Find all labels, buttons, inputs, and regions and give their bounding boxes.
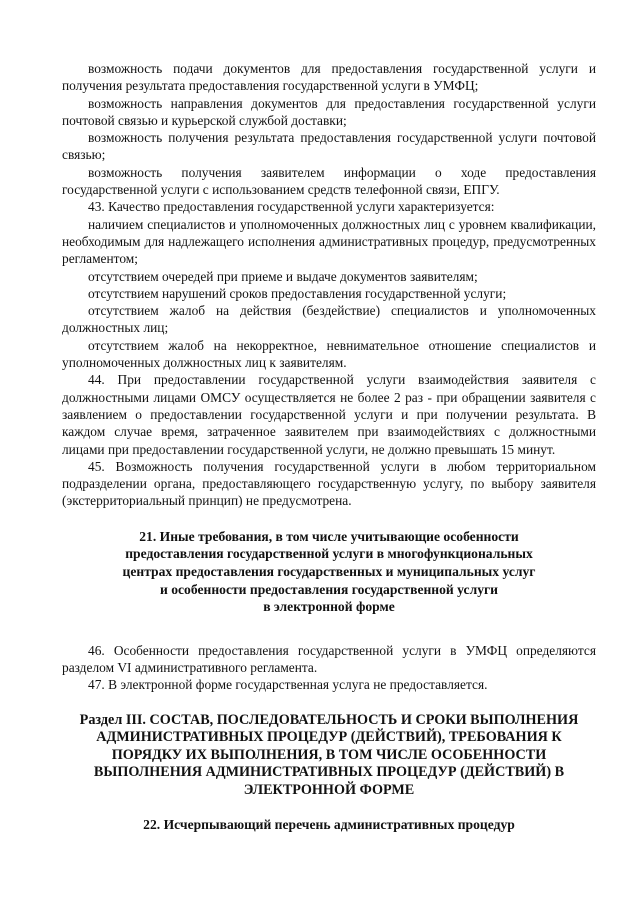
section-3-heading [62,712,596,800]
heading-line: ВЫПОЛНЕНИЯ АДМИНИСТРАТИВНЫХ ПРОЦЕДУР (ДЕЙСТВИЙ) В [93,764,565,781]
paragraph: 46. Особенности предоставления государственной услуги в УМФЦ определяются разделом VI административного регламента. [62,642,596,675]
paragraph: отсутствием жалоб на некорректное, невнимательное отношение специалистов и уполномоченных должностных лиц к заявителям. [62,337,596,371]
section-21-heading [62,528,596,616]
paragraph: наличием специалистов и уполномоченных должностных лиц с уровнем квалификации, необходимым для надлежащего исполнения административных процедур, предусмотренных регламентом; [62,216,596,267]
paragraph: 44. При предоставлении государственной услуги взаимодействия заявителя с должностными лицами ОМСУ осуществляется не более 2 раз - при обращении заявителя с заявлением о предоставлении государственной услуги и при получении результата. В каждом случае время, затраченное заявителем при взаимодействиях с должностными лицами при предоставлении государственной услуги, не должно превышать 15 минут. [62,372,596,457]
paragraph: возможность получения результата предоставления государственной услуги почтовой связью; [62,130,596,163]
paragraph: отсутствием нарушений сроков предоставления государственной услуги; [88,285,507,301]
heading-line: предоставления государственной услуги в многофункциональных [125,546,533,562]
paragraph: 43. Качество предоставления государственной услуги характеризуется: [88,199,495,215]
heading-line: и особенности предоставления государственной услуги [159,581,499,597]
heading-line: 21. Иные требования, в том числе учитывающие особенности [139,528,519,544]
heading-line: центрах предоставления государственных и муниципальных услуг [122,563,536,579]
heading-line: ПОРЯДКУ ИХ ВЫПОЛНЕНИЯ, В ТОМ ЧИСЛЕ ОСОБЕННОСТИ [111,746,547,763]
document-page [62,60,596,833]
paragraph: возможность направления документов для предоставления государственной услуги почтовой связью и курьерской службой доставки; [62,95,596,128]
heading-line: в электронной форме [263,599,395,615]
heading-line: АДМИНИСТРАТИВНЫХ ПРОЦЕДУР (ДЕЙСТВИЙ), ТРЕБОВАНИЯ К [96,729,562,746]
paragraph: возможность подачи документов для предоставления государственной услуги и получения результата предоставления государственной услуги в УМФЦ; [62,61,596,94]
paragraph: 47. В электронной форме государственная услуга не предоставляется. [88,677,488,693]
heading-line: Раздел III. СОСТАВ, ПОСЛЕДОВАТЕЛЬНОСТЬ И СРОКИ ВЫПОЛНЕНИЯ [79,711,579,728]
paragraph: возможность получения заявителем информации о ходе предоставления государственной услуги с использованием средств телефонной связи, ЕПГУ. [62,164,596,198]
heading-line: ЭЛЕКТРОННОЙ ФОРМЕ [243,781,415,798]
paragraph: отсутствием очередей при приеме и выдаче документов заявителям; [88,268,478,284]
section-22-heading: 22. Исчерпывающий перечень административных процедур [143,816,515,832]
paragraph: 45. Возможность получения государственной услуги в любом территориальном подразделении органа, предоставляющего государственную услугу, по выбору заявителя (экстерриториальный принцип) не предусмотрена. [62,458,596,509]
paragraph: отсутствием жалоб на действия (бездействие) специалистов и уполномоченных должностных лиц; [62,303,596,336]
